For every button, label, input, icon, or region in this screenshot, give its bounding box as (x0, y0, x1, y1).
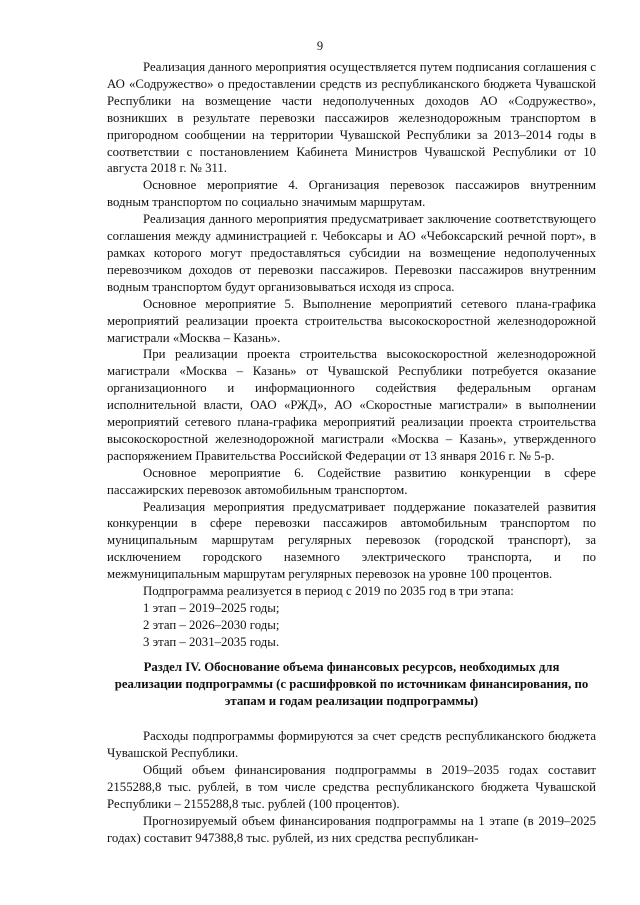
paragraph-stages-intro: Подпрограмма реализуется в период с 2019 по 2035 год в три этапа: (143, 584, 514, 599)
list-item-stage-3: 3 этап – 2031–2035 годы. (143, 634, 280, 649)
paragraph-high-speed-rail: При реализации проекта строительства высокоскоростной железнодорожной магистрали «Москва – Казань» от Чувашской Республики потребуется оказание организационного и информационного содействия федеральным органам исполнительной власти, ОАО «РЖД», АО «Скоростные магистрали» в выполнении мероприятий сетевого плана-графика мероприятий реализации проекта строительства высокоскоростной железнодорожной магистрали «Москва – Казань», утвержденного распоряжением Правительства Российской Федерации от 13 января 2016 г. № 5-р. (107, 347, 596, 463)
paragraph-activity-4: Основное мероприятие 4. Организация перевозок пассажиров внутренним водным транспортом по социально значимым маршрутам. (107, 178, 596, 210)
paragraph-stage-1-financing: Прогнозируемый объем финансирования подпрограммы на 1 этапе (в 2019–2025 годах) составит 947388,8 тыс. рублей, из них средства республикан- (107, 813, 596, 845)
page-number: 9 (316, 39, 324, 53)
page-body (107, 59, 596, 847)
paragraph-agreement-sodruzhestvo: Реализация данного мероприятия осуществляется путем подписания соглашения с АО «Содружество» о предоставлении средств из республиканского бюджета Чувашской Республики на возмещение части недополученных доходов АО «Содружество», возникших в результате перевозки пассажиров железнодорожным транспортом в пригородном сообщении на территории Чувашской Республики за 2013–2014 годы в соответствии с постановлением Кабинета Министров Чувашской Республики от 10 августа 2018 г. № 311. (107, 60, 596, 176)
list-item-stage-2: 2 этап – 2026–2030 годы; (143, 617, 280, 632)
paragraph-expenses: Расходы подпрограммы формируются за счет средств республиканского бюджета Чувашской Республики. (107, 729, 596, 761)
list-item-stage-1: 1 этап – 2019–2025 годы; (143, 601, 280, 615)
section-heading: Раздел IV. Обоснование объема финансовых ресурсов, необходимых для реализации подпрограммы (с расшифровкой по источникам финансирования, по этапам и годам реализации подпрограммы) (114, 659, 589, 708)
paragraph-river-port: Реализация данного мероприятия предусматривает заключение соответствующего соглашения между администрацией г. Чебоксары и АО «Чебоксарский речной порт», в рамках которого могут предоставляться субсидии на возмещение недополученных перевозчиком доходов от перевозки пассажиров. Перевозки пассажиров внутренним водным транспортом будут организовываться исходя из спроса. (107, 212, 596, 294)
paragraph-competition: Реализация мероприятия предусматривает поддержание показателей развития конкуренции в сфере перевозки пассажиров автомобильным транспортом по муниципальным маршрутам регулярных перевозок (городской транспорт), за исключением городского наземного электрического транспорта, и по межмуниципальным маршрутам регулярных перевозок на уровне 100 процентов. (107, 499, 596, 582)
paragraph-activity-5: Основное мероприятие 5. Выполнение мероприятий сетевого плана-графика мероприятий реализации проекта строительства высокоскоростной железнодорожной магистрали «Москва – Казань». (107, 296, 596, 345)
paragraph-activity-6: Основное мероприятие 6. Содействие развитию конкуренции в сфере пассажирских перевозок автомобильным транспортом. (107, 465, 596, 497)
paragraph-total-financing: Общий объем финансирования подпрограммы в 2019–2035 годах составит 2155288,8 тыс. рублей, в том числе средства республиканского бюджета Чувашской Республики – 2155288,8 тыс. рублей (100 процентов). (107, 763, 596, 812)
